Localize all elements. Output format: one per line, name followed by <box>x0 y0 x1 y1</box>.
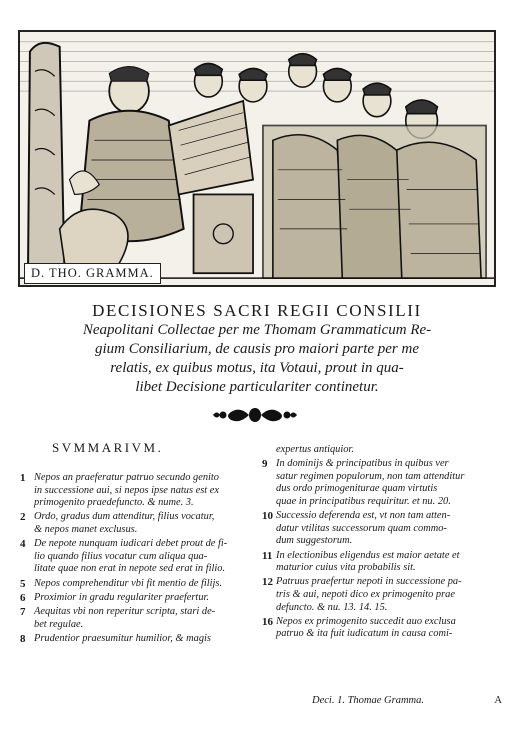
item-text: Prudentior praesumitur humilior, & magis <box>34 632 211 644</box>
list-item <box>20 592 258 605</box>
item-number: 6 <box>20 591 26 604</box>
item-number: 12 <box>262 576 273 589</box>
list-item <box>20 511 258 536</box>
title-line-3: relatis, ex quibus motus, ita Votaui, prout in qua- <box>110 360 404 376</box>
item-number: 2 <box>20 511 26 524</box>
item-number: 9 <box>262 458 268 471</box>
item-number: 8 <box>20 632 26 645</box>
fleuron-ornament-icon <box>205 404 305 426</box>
item-number: 7 <box>20 605 26 618</box>
woodcut-illustration <box>18 30 496 287</box>
item-text: Successio deferenda est, vt non tam atten- datur vtilitas successorum quam commo- dum suggestorum. <box>276 510 451 547</box>
list-item <box>262 510 502 548</box>
item-text: Nepos comprehenditur vbi fit mentio de filijs. <box>34 577 223 589</box>
item-number: 11 <box>262 549 273 562</box>
item-number: 16 <box>262 615 273 628</box>
list-item <box>20 606 258 631</box>
summary-column-left <box>20 472 258 647</box>
list-item <box>20 633 258 646</box>
title-line-4: libet Decisione particulariter continetur. <box>135 379 379 395</box>
summarium-heading: SVMMARIVM. <box>52 440 164 455</box>
list-item <box>20 538 258 576</box>
item-text: In electionibus eligendus est maior aetate et maturior cuius vita probabilis sit. <box>276 549 460 574</box>
council-scene-image <box>20 32 494 285</box>
list-item <box>262 616 502 641</box>
page-title: DECISIONES SACRI REGII CONSILII <box>92 301 422 320</box>
item-text: In dominijs & principatibus in quibus ver satur regimen populorum, non tam attenditur dus ordo primogeniturae quam virtutis quae in principatibus requiritur. et nu. 20. <box>276 458 465 507</box>
title-line-2: gium Consiliarium, de causis pro maiori parte per me <box>94 341 420 357</box>
title-line-1: Neapolitani Collectae per me Thomam Grammaticum Re- <box>82 322 432 338</box>
item-text: Aequitas vbi non reperitur scripta, stari de- bet regulae. <box>34 605 216 630</box>
list-item <box>262 550 502 575</box>
continued-text: expertus antiquior. <box>276 444 354 455</box>
list-item <box>262 458 502 508</box>
item-number: 10 <box>262 510 273 523</box>
item-number: 1 <box>20 472 26 484</box>
list-item <box>262 576 502 614</box>
item-text: Ordo, gradus dum attenditur, filius vocatur, & nepos manet exclusus. <box>34 511 215 535</box>
item-text: Proximior in gradu regulariter praefertur. <box>34 591 210 603</box>
item-text: De nepote nunquam iudicari debet prout de fi- lio quando filius vocatur cum aliqua qua- litate quae non erat in nepote sed erat in filio. <box>34 538 228 575</box>
list-item <box>20 578 258 591</box>
item-text: Nepos ex primogenito succedit auo exclusa patruo & ita fuit iudicatum in causa comi- <box>276 615 456 640</box>
item-text: Nepos an praeferatur patruo secundo genito in successione aui, si nepos ipse natus est ex primogenito praedefuncto. & nume. 3. <box>34 472 219 509</box>
item-text: Patruus praefertur nepoti in successione pa- tris & aui, nepoti dico ex primogenito prae defuncto. & nu. 13. 14. 15. <box>276 576 462 613</box>
signature-mark: A <box>494 695 502 706</box>
footer-text: Deci. 1. Thomae Gramma. <box>312 695 424 706</box>
list-item <box>20 472 258 510</box>
item-number: 5 <box>20 577 26 590</box>
item-number: 4 <box>20 538 26 551</box>
title-block <box>22 300 492 397</box>
summary-column-right <box>262 444 502 642</box>
woodcut-caption: D. THO. GRAMMA. <box>24 263 161 284</box>
page-footer <box>312 695 502 706</box>
